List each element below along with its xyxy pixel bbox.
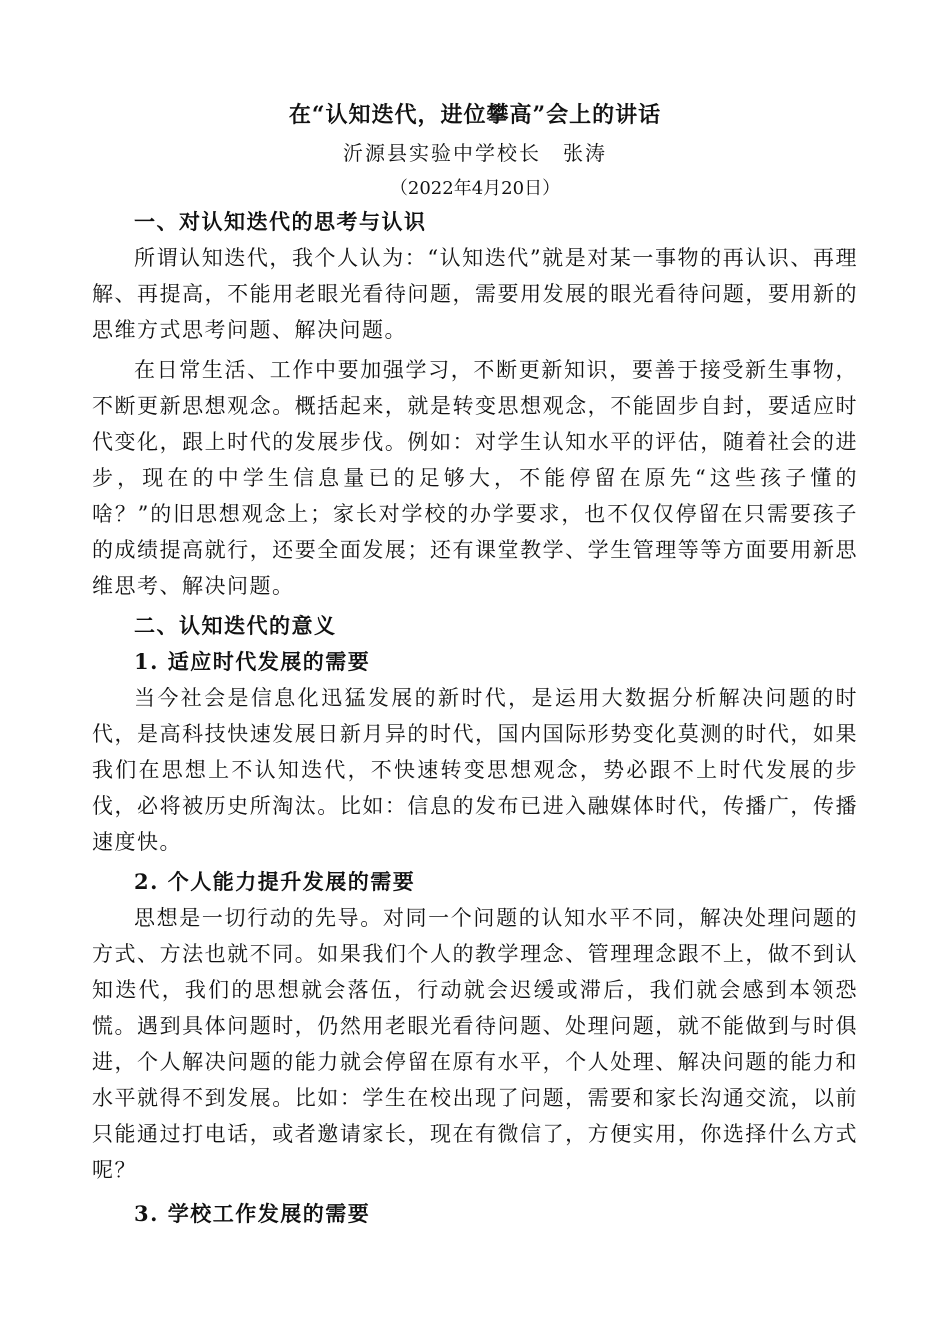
document-date: （2022年4月20日） [389,178,561,199]
section-heading-1: 一、对认知迭代的思考与认识 [134,209,427,234]
document-title: 在“认知迭代，进位攀高”会上的讲话 [288,102,662,128]
subsection-heading-2: 2. 个人能力提升发展的需要 [134,869,416,894]
paragraph-2: 在日常生活、工作中要加强学习，不断更新知识，要善于接受新生事物，不断更新思想观念。概括起来，就是转变思想观念，不能固步自封，要适应时代变化，跟上时代的发展步伐。例如：对学生认知水平的评估，随着社会的进步，现在的中学生信息量已的足够大，不能停留在原先“这些孩子懂的啥？”的旧思想观念上；家长对学校的办学要求，也不仅仅停留在只需要孩子的成绩提高就行，还要全面发展；还有课堂教学、学生管理等等方面要用新思维思考、解决问题。 [92,358,858,598]
subsection-heading-3: 3. 学校工作发展的需要 [134,1201,371,1226]
paragraph-3: 当今社会是信息化迅猛发展的新时代，是运用大数据分析解决问题的时代，是高科技快速发展日新月异的时代，国内国际形势变化莫测的时代，如果我们在思想上不认知迭代，不快速转变思想观念，势必跟不上时代发展的步伐，必将被历史所淘汰。比如：信息的发布已进入融媒体时代，传播广，传播速度快。 [92,686,858,854]
section-heading-2: 二、认知迭代的意义 [134,613,337,638]
document-author: 沂源县实验中学校长 张涛 [343,141,607,165]
document-body [92,204,858,1232]
paragraph-1: 所谓认知迭代，我个人认为：“认知迭代”就是对某一事物的再认识、再理解、再提高，不能用老眼光看待问题，需要用发展的眼光看待问题，要用新的思维方式思考问题、解决问题。 [92,246,858,342]
subsection-heading-1: 1. 适应时代发展的需要 [134,649,371,674]
paragraph-4: 思想是一切行动的先导。对同一个问题的认知水平不同，解决处理问题的方式、方法也就不同。如果我们个人的教学理念、管理理念跟不上，做不到认知迭代，我们的思想就会落伍，行动就会迟缓或滞后，我们就会感到本领恐慌。遇到具体问题时，仍然用老眼光看待问题、处理问题，就不能做到与时俱进，个人解决问题的能力就会停留在原有水平，个人处理、解决问题的能力和水平就得不到发展。比如：学生在校出现了问题，需要和家长沟通交流，以前只能通过打电话，或者邀请家长，现在有微信了，方便实用，你选择什么方式呢？ [92,906,858,1182]
